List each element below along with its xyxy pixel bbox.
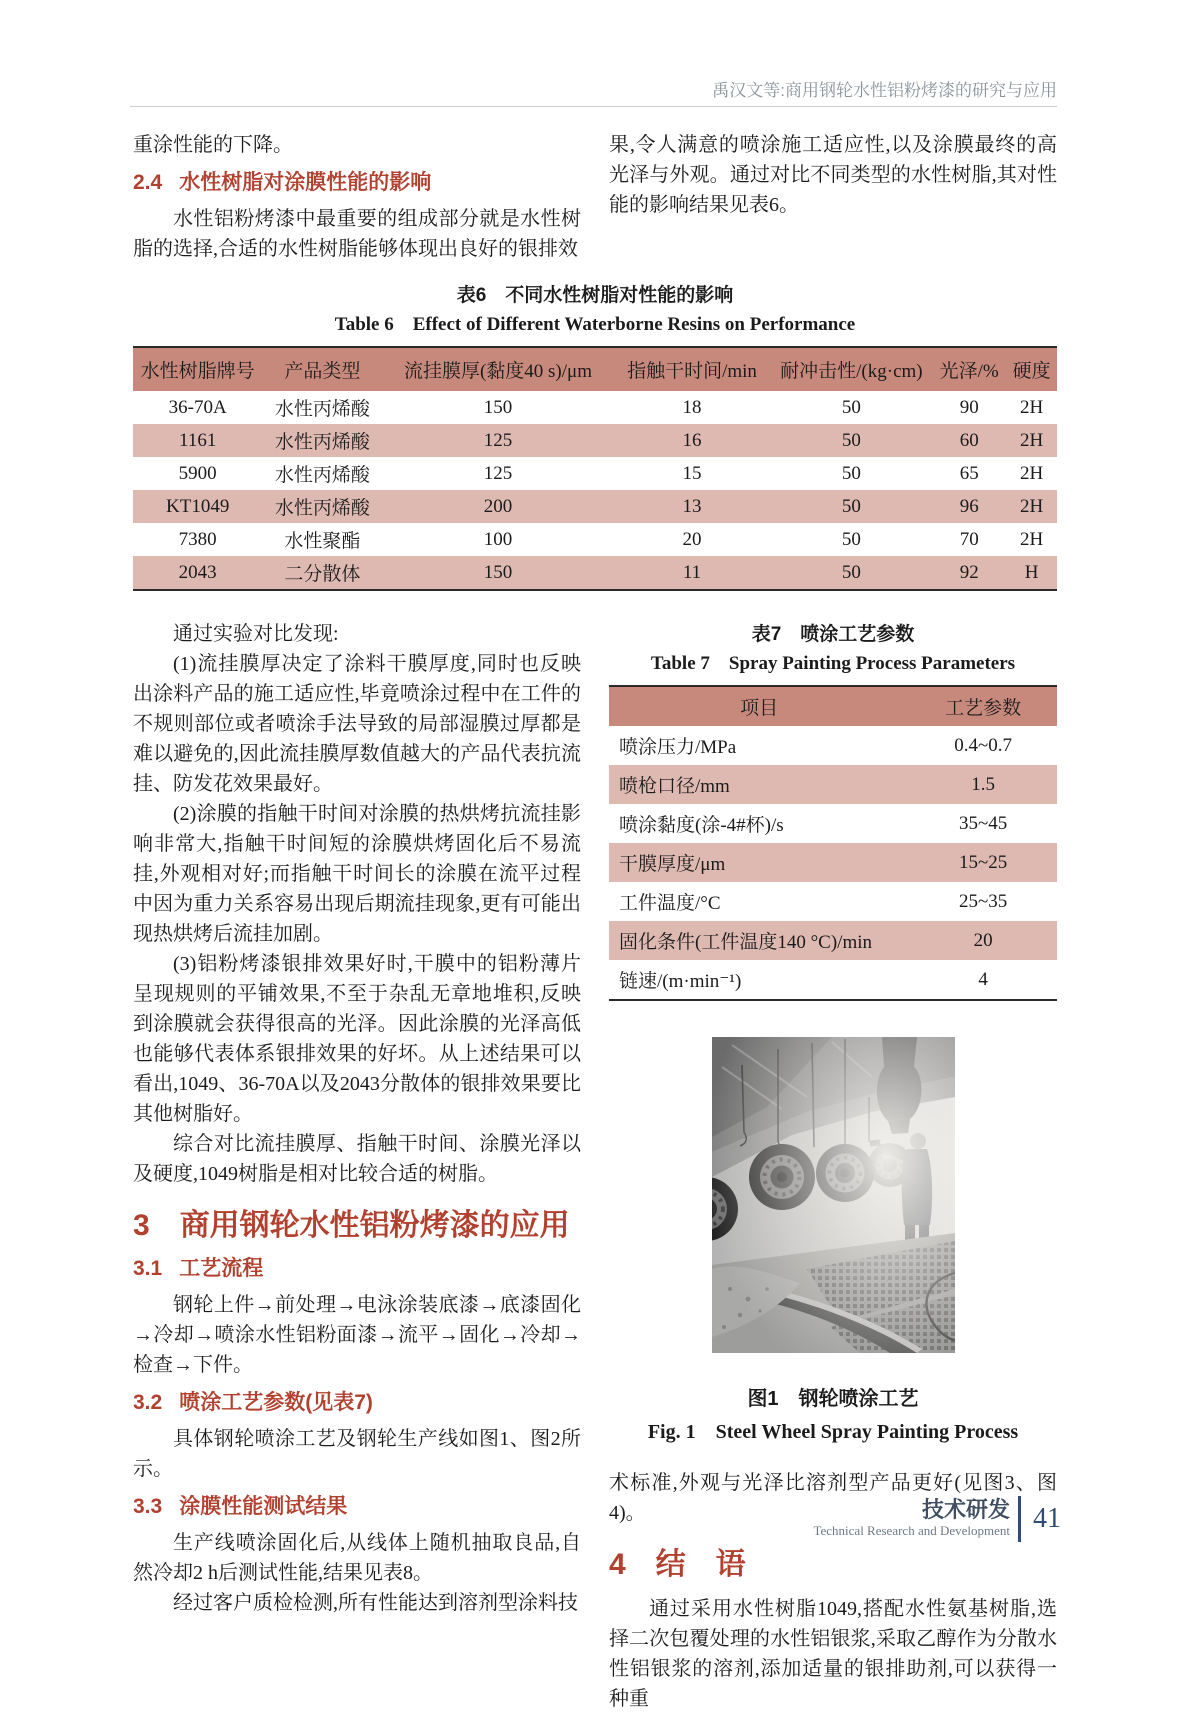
table6-title-zh: 表6 不同水性树脂对性能的影响 bbox=[456, 285, 734, 306]
heading-2-4 bbox=[133, 169, 581, 197]
figure1-caption-en: Fig. 1 Steel Wheel Spray Painting Process bbox=[647, 1421, 1019, 1443]
running-head: 禹汉文等:商用钢轮水性铝粉烤漆的研究与应用 bbox=[712, 81, 1057, 100]
table-cell: 50 bbox=[841, 462, 861, 484]
table-cell: 65 bbox=[959, 462, 979, 484]
bottom-columns bbox=[133, 619, 1057, 1714]
table6-header-cell: 硬度 bbox=[1006, 347, 1057, 391]
table-cell: 50 bbox=[841, 429, 861, 451]
table-cell: 15~25 bbox=[958, 851, 1008, 873]
table6-block bbox=[133, 280, 1057, 591]
table-cell: 150 bbox=[483, 561, 513, 583]
table-row bbox=[609, 960, 1057, 1000]
table-cell: 13 bbox=[682, 495, 702, 517]
paragraph: 通过采用水性树脂1049,搭配水性氨基树脂,选择二次包覆处理的水性铝银浆,采取乙醇作为分散水性铝银浆的溶剂,添加适量的银排助剂,可以获得一种重 bbox=[609, 1598, 1057, 1710]
table-cell: 16 bbox=[682, 429, 702, 451]
paragraph: 术标准,外观与光泽比溶剂型产品更好(见图3、图4)。 bbox=[609, 1472, 1057, 1524]
table-cell: 50 bbox=[841, 528, 861, 550]
table-cell: 200 bbox=[483, 495, 513, 517]
paragraph: 生产线喷涂固化后,从线体上随机抽取良品,自然冷却2 h后测试性能,结果见表8。 bbox=[133, 1532, 581, 1584]
heading-3-2 bbox=[133, 1389, 581, 1417]
table-cell: 60 bbox=[959, 429, 979, 451]
table-cell: 5900 bbox=[178, 462, 217, 484]
footer-section-zh: 技术研发 bbox=[921, 1497, 1010, 1522]
heading-title: 水性树脂对涂膜性能的影响 bbox=[179, 171, 432, 194]
paragraph: 重涂性能的下降。 bbox=[133, 134, 293, 156]
table6-header-cell: 光泽/% bbox=[932, 347, 1006, 391]
table-cell: 喷涂黏度(涂-4#杯)/s bbox=[619, 815, 784, 836]
table-cell: KT1049 bbox=[166, 495, 230, 517]
top-columns bbox=[133, 130, 1057, 264]
table-cell: 4 bbox=[978, 968, 988, 990]
heading-4 bbox=[609, 1546, 1057, 1584]
paragraph: 钢轮上件→前处理→电泳涂装底漆→底漆固化→冷却→喷涂水性铝粉面漆→流平→固化→冷却→检查→下件。 bbox=[133, 1294, 581, 1376]
table-row bbox=[609, 921, 1057, 960]
table6-header-cell: 水性树脂牌号 bbox=[133, 347, 262, 391]
paragraph: (2)涂膜的指触干时间对涂膜的热烘烤抗流挂影响非常大,指触干时间短的涂膜烘烤固化后不易流挂,外观相对好;而指触干时间长的涂膜在流平过程中因为重力关系容易出现后期流挂现象,更有可能出现热烘烤后流挂加剧。 bbox=[133, 803, 581, 945]
paragraph: (3)铝粉烤漆银排效果好时,干膜中的铝粉薄片呈现规则的平铺效果,不至于杂乱无章地堆积,反映到涂膜就会获得很高的光泽。因此涂膜的光泽高低也能够代表体系银排效果的好坏。从上述结果可以看出,1049、36-70A以及2043分散体的银排效果要比其他树脂好。 bbox=[133, 953, 581, 1125]
table7-title-zh: 表7 喷涂工艺参数 bbox=[751, 624, 915, 645]
left-column bbox=[133, 619, 581, 1714]
table-cell: 100 bbox=[483, 528, 513, 550]
table-cell: 干膜厚度/μm bbox=[619, 854, 726, 875]
table-row bbox=[133, 391, 1057, 424]
table7-title-en: Table 7 Spray Painting Process Parameters bbox=[650, 653, 1016, 674]
table-row bbox=[133, 523, 1057, 556]
table-cell: 11 bbox=[682, 561, 702, 583]
heading-title: 商用钢轮水性铝粉烤漆的应用 bbox=[179, 1209, 570, 1242]
table7-header-cell: 工艺参数 bbox=[909, 686, 1057, 726]
table-cell: 2H bbox=[1019, 462, 1044, 484]
table-row bbox=[609, 843, 1057, 882]
table-cell: 50 bbox=[841, 561, 861, 583]
table-cell: 水性丙烯酸 bbox=[274, 498, 370, 519]
table7-header-cell: 项目 bbox=[609, 686, 909, 726]
table-cell: 35~45 bbox=[958, 812, 1008, 834]
figure1-photo bbox=[712, 1037, 955, 1353]
table-cell: 水性丙烯酸 bbox=[274, 432, 370, 453]
table-cell: 18 bbox=[682, 396, 702, 418]
table-cell: 2H bbox=[1019, 396, 1044, 418]
paragraph: 通过实验对比发现: bbox=[173, 623, 339, 645]
spray-booth-photo-illustration bbox=[712, 1037, 955, 1353]
table-cell: 2H bbox=[1019, 528, 1044, 550]
page-footer bbox=[813, 1496, 1061, 1542]
table-cell: 36-70A bbox=[168, 396, 227, 418]
table-cell: 1161 bbox=[179, 429, 217, 451]
heading-number: 2.4 bbox=[133, 171, 163, 194]
table-cell: 喷枪口径/mm bbox=[619, 776, 730, 797]
heading-3 bbox=[133, 1207, 581, 1245]
table-row bbox=[133, 457, 1057, 490]
table-cell: 15 bbox=[682, 462, 702, 484]
table-cell: 20 bbox=[973, 929, 993, 951]
left-column-top bbox=[133, 130, 581, 264]
heading-3-1 bbox=[133, 1255, 581, 1283]
table6 bbox=[133, 346, 1057, 591]
paragraph: (1)流挂膜厚决定了涂料干膜厚度,同时也反映出涂料产品的施工适应性,毕竟喷涂过程中在工件的不规则部位或者喷涂手法导致的局部湿膜过厚都是难以避免的,因此流挂膜厚数值越大的产品代表抗流挂、防发花效果最好。 bbox=[133, 653, 581, 795]
heading-title: 工艺流程 bbox=[179, 1257, 264, 1280]
table-cell: 工件温度/°C bbox=[619, 893, 721, 914]
heading-title: 涂膜性能测试结果 bbox=[179, 1495, 348, 1518]
table-cell: 水性丙烯酸 bbox=[274, 399, 370, 420]
footer-section bbox=[813, 1498, 1010, 1540]
footer-divider bbox=[1018, 1496, 1021, 1542]
table-row bbox=[133, 424, 1057, 457]
table-cell: 92 bbox=[959, 561, 979, 583]
table-cell: 2043 bbox=[178, 561, 217, 583]
paragraph: 果,令人满意的喷涂施工适应性,以及涂膜最终的高光泽与外观。通过对比不同类型的水性树脂,其对性能的影响结果见表6。 bbox=[609, 134, 1057, 216]
table-cell: 25~35 bbox=[958, 890, 1008, 912]
table-cell: 喷涂压力/MPa bbox=[619, 737, 737, 758]
header-rule bbox=[130, 106, 1057, 107]
table6-header-cell: 耐冲击性/(kg·cm) bbox=[771, 347, 933, 391]
table-cell: 90 bbox=[959, 396, 979, 418]
heading-title: 结 语 bbox=[655, 1548, 746, 1581]
table-cell: 水性丙烯酸 bbox=[274, 465, 370, 486]
table-cell: 50 bbox=[841, 396, 861, 418]
page-content bbox=[133, 130, 1057, 1714]
table6-header-cell: 指触干时间/min bbox=[613, 347, 770, 391]
table-cell: 0.4~0.7 bbox=[954, 734, 1012, 756]
figure1-caption-zh: 图1 钢轮喷涂工艺 bbox=[747, 1388, 919, 1410]
footer-section-en: Technical Research and Development bbox=[813, 1523, 1010, 1538]
heading-number: 3 bbox=[133, 1209, 150, 1242]
table-row bbox=[609, 726, 1057, 765]
table-cell: 150 bbox=[483, 396, 513, 418]
table7 bbox=[609, 685, 1057, 1001]
table-row bbox=[609, 765, 1057, 804]
table6-header-row bbox=[133, 347, 1057, 391]
table7-header-row bbox=[609, 686, 1057, 726]
table6-title-en: Table 6 Effect of Different Waterborne Resins on Performance bbox=[334, 314, 856, 335]
table-row bbox=[609, 804, 1057, 843]
page-number: 41 bbox=[1033, 1503, 1061, 1534]
right-column bbox=[609, 619, 1057, 1714]
right-column-top bbox=[609, 130, 1057, 264]
paragraph: 水性铝粉烤漆中最重要的组成部分就是水性树脂的选择,合适的水性树脂能够体现出良好的银排效 bbox=[133, 208, 581, 260]
table-cell: 2H bbox=[1019, 429, 1044, 451]
table-cell: 125 bbox=[483, 462, 513, 484]
table-row bbox=[133, 490, 1057, 523]
table-row bbox=[609, 882, 1057, 921]
paragraph: 经过客户质检检测,所有性能达到溶剂型涂料技 bbox=[173, 1592, 578, 1614]
table-cell: 50 bbox=[841, 495, 861, 517]
heading-title: 喷涂工艺参数(见表7) bbox=[179, 1391, 373, 1414]
table-cell: 20 bbox=[682, 528, 702, 550]
paragraph: 具体钢轮喷涂工艺及钢轮生产线如图1、图2所示。 bbox=[133, 1428, 581, 1480]
table-cell: 2H bbox=[1019, 495, 1044, 517]
table-cell: 链速/(m·min⁻¹) bbox=[619, 971, 742, 992]
paragraph: 综合对比流挂膜厚、指触干时间、涂膜光泽以及硬度,1049树脂是相对比较合适的树脂。 bbox=[133, 1133, 581, 1185]
table-cell: 70 bbox=[959, 528, 979, 550]
table-cell: H bbox=[1024, 561, 1039, 583]
table6-header-cell: 产品类型 bbox=[262, 347, 382, 391]
table6-header-cell: 流挂膜厚(黏度40 s)/μm bbox=[382, 347, 613, 391]
table-cell: 96 bbox=[959, 495, 979, 517]
heading-3-3 bbox=[133, 1493, 581, 1521]
table-cell: 二分散体 bbox=[284, 564, 361, 585]
heading-number: 3.2 bbox=[133, 1391, 163, 1414]
heading-number: 3.1 bbox=[133, 1257, 163, 1280]
figure1 bbox=[609, 1037, 1057, 1444]
table7-block bbox=[609, 619, 1057, 1001]
table-cell: 水性聚酯 bbox=[284, 531, 361, 552]
heading-number: 3.3 bbox=[133, 1495, 163, 1518]
table-cell: 125 bbox=[483, 429, 513, 451]
table-cell: 1.5 bbox=[971, 773, 995, 795]
table-cell: 固化条件(工件温度140 °C)/min bbox=[619, 932, 873, 953]
table-row bbox=[133, 556, 1057, 590]
table-cell: 7380 bbox=[178, 528, 217, 550]
heading-number: 4 bbox=[609, 1548, 626, 1581]
